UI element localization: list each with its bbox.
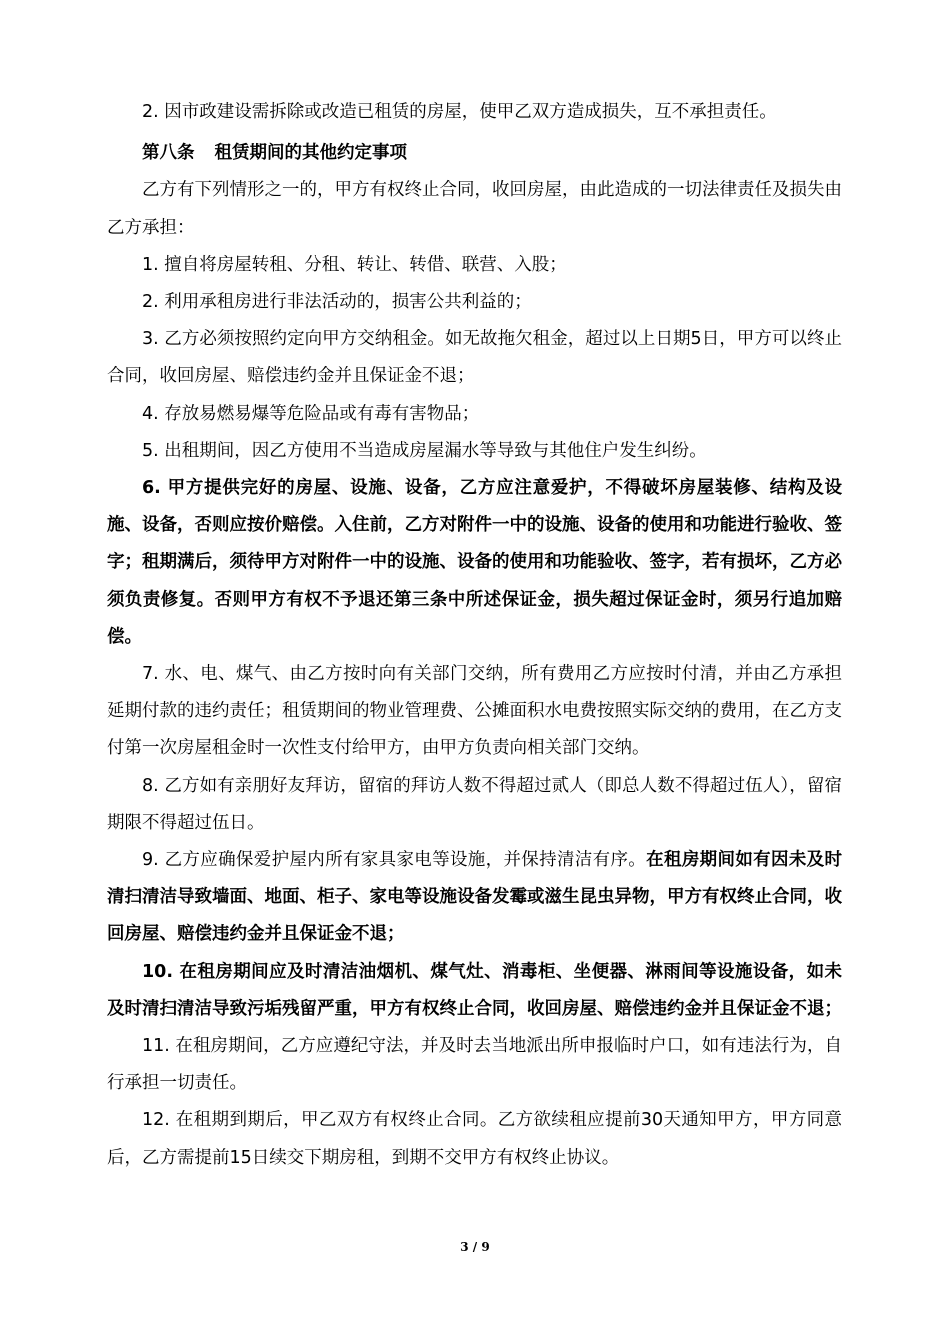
document-body: [107, 94, 842, 1177]
paragraph-demolition-clause: 2. 因市政建设需拆除或改造已租赁的房屋，使甲乙双方造成损失，互不承担责任。: [142, 102, 777, 122]
paragraph-intro: 乙方有下列情形之一的，甲方有权终止合同，收回房屋，由此造成的一切法律责任及损失由乙方承担：: [107, 180, 842, 238]
article-heading: [107, 135, 842, 172]
list-item-9-bold: 在租房期间如有因未及时清扫清洁导致墙面、地面、柜子、家电等设施设备发霉或滋生昆虫异物，甲方有权终止合同，收回房屋、赔偿违约金并且保证金不退；: [107, 850, 843, 945]
list-item-9: [107, 842, 842, 954]
list-item-6: 6. 甲方提供完好的房屋、设施、设备，乙方应注意爱护，不得破坏房屋装修、结构及设施、设备，否则应按价赔偿。入住前，乙方对附件一中的设施、设备的使用和功能进行验收、签字；租期满后，须待甲方对附件一中的设施、设备的使用和功能验收、签字，若有损坏，乙方必须负责修复。否则甲方有权不予退还第三条中所述保证金，损失超过保证金时，须另行追加赔偿。: [107, 478, 842, 647]
list-item-1: 1. 擅自将房屋转租、分租、转让、转借、联营、入股；: [142, 254, 567, 275]
article-number: 第八条: [142, 143, 195, 164]
list-item-2: 2. 利用承租房进行非法活动的，损害公共利益的；: [142, 292, 532, 313]
article-title: 租赁期间的其他约定事项: [214, 143, 407, 164]
list-item-5: 5. 出租期间，因乙方使用不当造成房屋漏水等导致与其他住户发生纠纷。: [142, 440, 707, 461]
list-item-3: 3. 乙方必须按照约定向甲方交纳租金。如无故拖欠租金，超过以上日期5日，甲方可以终止合同，收回房屋、赔偿违约金并且保证金不退；: [107, 329, 842, 387]
list-item-9-plain: 9. 乙方应确保爱护屋内所有家具家电等设施，并保持清洁有序。: [142, 850, 647, 871]
list-item-10: 10. 在租房期间应及时清洁油烟机、煤气灶、消毒柜、坐便器、淋雨间等设施设备，如未及时清扫清洁导致污垢残留严重，甲方有权终止合同，收回房屋、赔偿违约金并且保证金不退；: [107, 961, 842, 1019]
list-item-7: 7. 水、电、煤气、由乙方按时向有关部门交纳，所有费用乙方应按时付清，并由乙方承担延期付款的违约责任；租赁期间的物业管理费、公摊面积水电费按照实际交纳的费用，在乙方支付第一次房屋租金时一次性支付给甲方，由甲方负责向相关部门交纳。: [107, 664, 842, 759]
list-item-8: 8. 乙方如有亲朋好友拜访，留宿的拜访人数不得超过贰人（即总人数不得超过伍人），留宿期限不得超过伍日。: [107, 775, 842, 833]
list-item-4: 4. 存放易燃易爆等危险品或有毒有害物品；: [142, 403, 480, 424]
list-item-12: 12. 在租期到期后，甲乙双方有权终止合同。乙方欲续租应提前30天通知甲方，甲方同意后，乙方需提前15日续交下期房租，到期不交甲方有权终止协议。: [107, 1110, 842, 1168]
page-number: 3 / 9: [460, 1240, 490, 1254]
list-item-11: 11. 在租房期间，乙方应遵纪守法，并及时去当地派出所申报临时户口，如有违法行为，自行承担一切责任。: [107, 1036, 843, 1094]
